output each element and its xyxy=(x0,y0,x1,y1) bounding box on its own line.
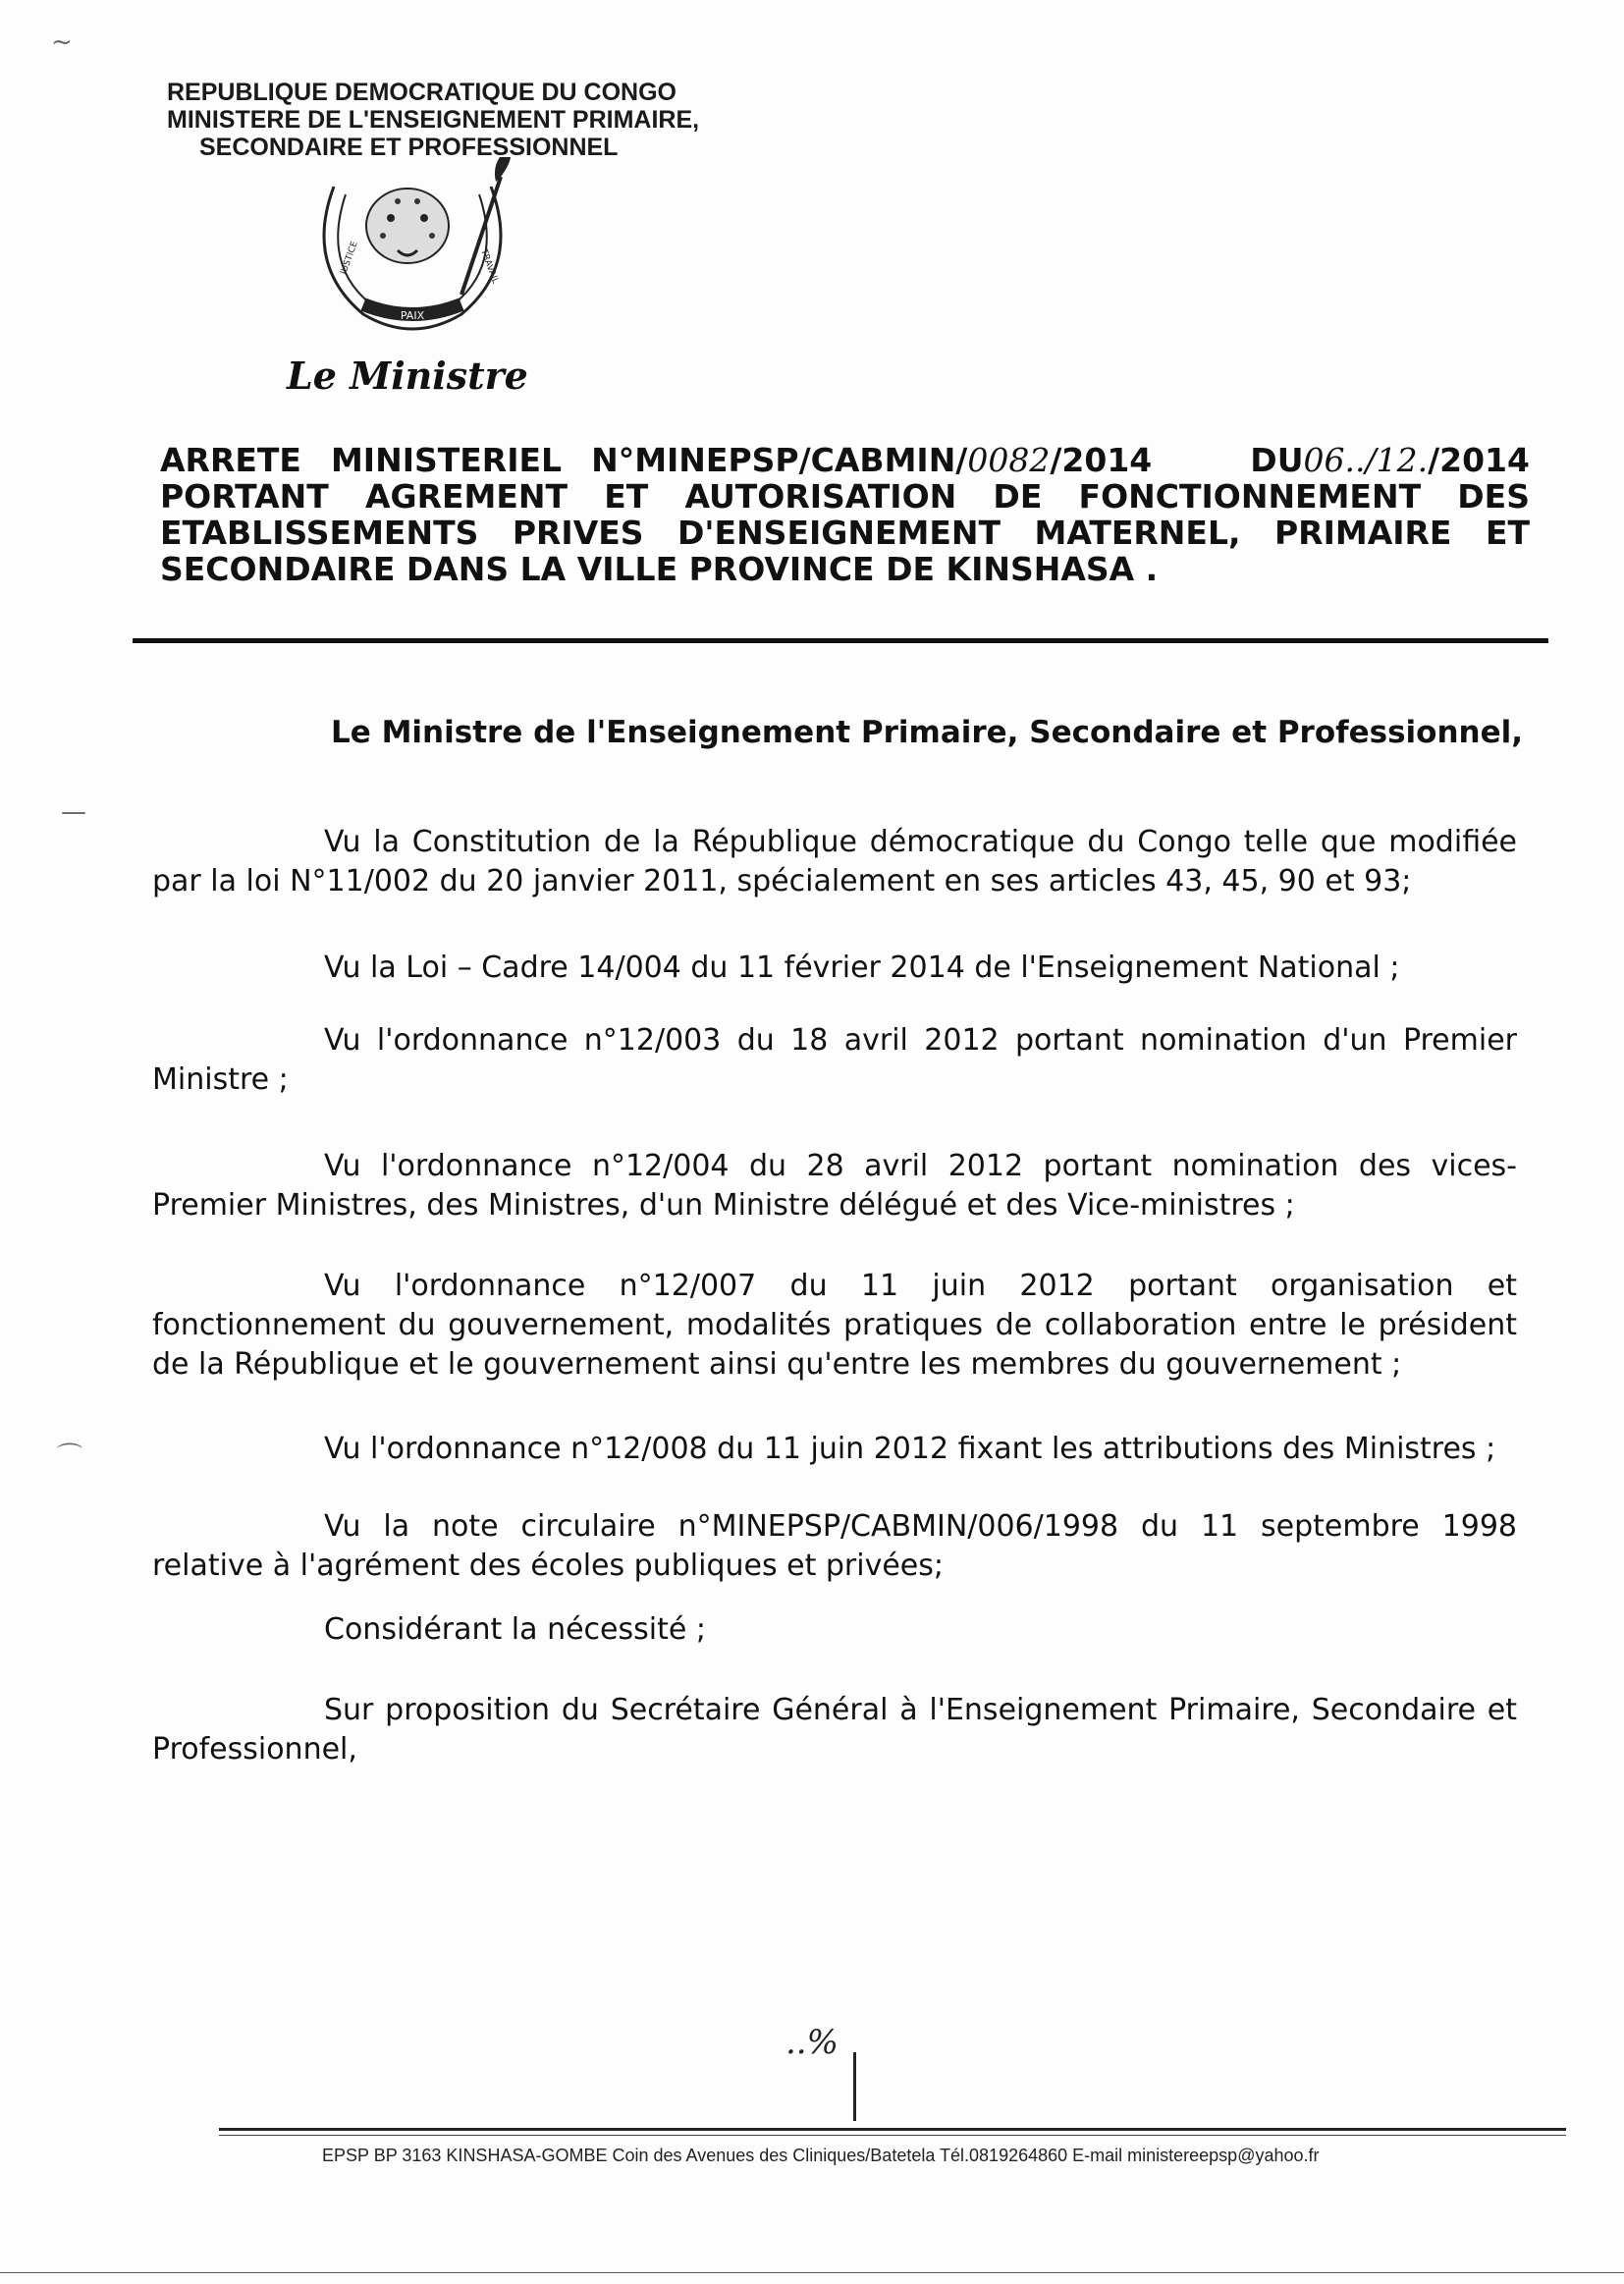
coat-of-arms-emblem xyxy=(295,157,530,353)
title-line-1 xyxy=(160,442,1530,478)
footer-divider xyxy=(219,2128,1566,2131)
motto-right-text: TRAVAIL xyxy=(478,247,501,286)
scan-mark: ~ xyxy=(51,27,73,57)
page-edge-line xyxy=(0,2272,1624,2273)
footer-divider-thin xyxy=(219,2135,1566,2136)
recital-paragraph: Vu l'ordonnance n°12/007 du 11 juin 2012 portant organisation et fonctionnement du gouvernement, modalités pratiques de collaboration entre le président de la République et le gouvernement ainsi qu'entre les membres du gouvernement ; xyxy=(152,1269,1517,1382)
decree-number-handwritten: 0082 xyxy=(967,441,1051,479)
decree-date-label: DU xyxy=(1250,441,1304,479)
addressee-heading: Le Ministre de l'Enseignement Primaire, Secondaire et Professionnel, xyxy=(331,715,1524,750)
title-divider xyxy=(133,638,1548,643)
motto-bottom-text: PAIX xyxy=(400,309,425,322)
decree-number-prefix: ARRETE MINISTERIEL N°MINEPSP/CABMIN/ xyxy=(160,441,968,479)
recital-paragraph: Vu la note circulaire n°MINEPSP/CABMIN/006/1998 du 11 septembre 1998 relative à l'agrément des écoles publiques et privées; xyxy=(152,1509,1517,1583)
scan-mark: ⌒ xyxy=(57,1442,83,1472)
title-line-2: PORTANT AGREMENT ET AUTORISATION DE FONCTIONNEMENT DES xyxy=(160,477,1530,516)
recital-paragraph: Vu la Loi – Cadre 14/004 du 11 février 2014 de l'Enseignement National ; xyxy=(324,951,1400,985)
recital-paragraph: Considérant la nécessité ; xyxy=(324,1612,706,1647)
recital-paragraph: Vu l'ordonnance n°12/003 du 18 avril 2012 portant nomination d'un Premier Ministre ; xyxy=(152,1023,1517,1097)
decree-date-handwritten: 06../12. xyxy=(1303,441,1429,479)
emblem-caption: Le Ministre xyxy=(287,353,528,398)
decree-number-year: /2014 xyxy=(1050,441,1153,479)
recital-paragraph: Vu l'ordonnance n°12/008 du 11 juin 2012 fixant les attributions des Ministres ; xyxy=(324,1432,1496,1466)
decree-date-year: /2014 xyxy=(1428,441,1530,479)
recital-paragraph: Sur proposition du Secrétaire Général à l'Enseignement Primaire, Secondaire et Professionnel, xyxy=(152,1693,1517,1767)
initials-stroke xyxy=(853,2052,856,2121)
header-ministry-cont: SECONDAIRE ET PROFESSIONNEL xyxy=(199,134,619,161)
title-line-3: ETABLISSEMENTS PRIVES D'ENSEIGNEMENT MATERNEL, PRIMAIRE ET xyxy=(160,514,1530,552)
footer-contact: EPSP BP 3163 KINSHASA-GOMBE Coin des Avenues des Cliniques/Batetela Tél.0819264860 E-mail ministereepsp@yahoo.fr xyxy=(322,2146,1320,2165)
handwritten-initials: ..% xyxy=(785,2023,839,2062)
motto-left-text: JUSTICE xyxy=(339,240,360,277)
recital-paragraph: Vu l'ordonnance n°12/004 du 28 avril 2012 portant nomination des vices-Premier Ministres, des Ministres, d'un Ministre délégué et des Vice-ministres ; xyxy=(152,1149,1517,1223)
scan-mark: — xyxy=(61,797,86,827)
recital-paragraph: Vu la Constitution de la République démocratique du Congo telle que modifiée par la loi N°11/002 du 20 janvier 2011, spécialement en ses articles 43, 45, 90 et 93; xyxy=(152,825,1517,898)
decree-title xyxy=(160,442,1530,587)
title-line-4: SECONDAIRE DANS LA VILLE PROVINCE DE KINSHASA . xyxy=(160,550,1159,588)
header-country: REPUBLIQUE DEMOCRATIQUE DU CONGO xyxy=(167,79,677,106)
header-ministry: MINISTERE DE L'ENSEIGNEMENT PRIMAIRE, xyxy=(167,106,700,134)
